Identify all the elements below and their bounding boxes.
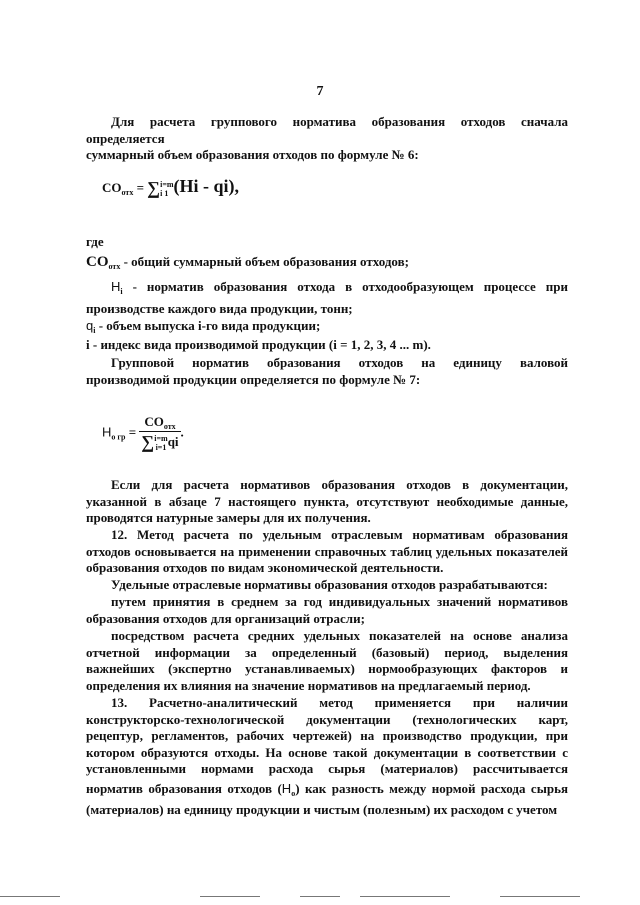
h-definition-1: - норматив образования отхода в отходообразующем процессе при <box>122 279 568 294</box>
intro-paragraph <box>86 114 568 164</box>
text-line: образования отходов по видам экономической деятельности. <box>86 560 444 575</box>
text-line: 12. Метод расчета по удельным отраслевым нормативам образования <box>111 527 568 542</box>
footer-rule <box>300 896 340 897</box>
co-sub: отх <box>108 262 121 271</box>
footer-rule <box>360 896 450 897</box>
text-line: важнейших (экспертно устанавливаемых) нормообразующих факторов и <box>86 661 568 676</box>
text-line: отчетной информации за определенный (базовый) период, выделения <box>86 644 568 660</box>
text-line: установленными нормами расхода сырья (материалов) рассчитывается <box>86 761 568 776</box>
formula-7-lower: i=1 <box>155 443 167 453</box>
text-line: 13. Расчетно-аналитический метод применяется при наличии <box>111 695 568 710</box>
q-symbol: q <box>86 318 94 333</box>
formula-7-lhs: H <box>102 424 112 440</box>
text-line: суммарный объем образования отходов по формуле № 6: <box>86 147 419 162</box>
method-averaging-paragraph <box>86 594 568 627</box>
formula-7-eq: = <box>128 424 137 440</box>
text-line: отходов основывается на применении справочных таблиц удельных показателей <box>86 543 568 559</box>
fraction-numerator-sub: отх <box>163 422 176 431</box>
text-line: посредством расчета средних удельных показателей на основе анализа <box>111 628 568 643</box>
formula-6-lhs-sub: отх <box>121 188 134 197</box>
formula-6-body: (Hi - qi), <box>173 176 240 196</box>
text-line: указанной в абзаце 7 настоящего пункта, отсутствуют необходимые данные, <box>86 493 568 509</box>
text-line: котором образуются отходы. На основе такой документации в соответствии с <box>86 744 568 760</box>
text-line: рецептур, регламентов, рабочих чертежей) на производство продукции, при <box>86 728 568 743</box>
where-label <box>86 234 568 251</box>
formula-6-lower: i 1 <box>160 189 169 199</box>
section-12-paragraph <box>86 527 568 577</box>
group-norm-paragraph <box>86 355 568 388</box>
text-line: Удельные отраслевые нормативы образования отходов разрабатываются: <box>111 577 548 592</box>
norms-developed-paragraph <box>86 577 568 594</box>
h-symbol: H <box>111 279 121 294</box>
footer-rule <box>0 896 60 897</box>
text-line: путем принятия в среднем за год индивидуальных значений нормативов <box>111 594 568 609</box>
text-line: определения их влияния на значение нормативов на предлагаемый период. <box>86 677 531 693</box>
text-line: Групповой норматив образования отходов на единицу валовой <box>111 355 568 370</box>
co-definition: - общий суммарный объем образования отходов; <box>120 254 409 269</box>
h-sub: i <box>120 287 123 296</box>
text-line: (материалов) на единицу продукции и чистым (полезным) их расходом с учетом <box>86 802 558 817</box>
text-line: проводятся натурные замеры для их получения. <box>86 510 371 525</box>
text-line: производимой продукции определяется по формуле № 7: <box>86 371 421 387</box>
formula-6-eq: = <box>136 180 144 195</box>
q-sub: i <box>93 326 96 335</box>
text-line: i - индекс вида производимой продукции (i = 1, 2, 3, 4 ... m). <box>86 337 431 352</box>
text-line: производстве каждого вида продукции, тонн; <box>86 300 353 316</box>
formula-7 <box>102 414 184 453</box>
footer-rule <box>500 896 580 897</box>
text-line: образования отходов для организаций отрасли; <box>86 610 365 626</box>
h-zero-symbol: H <box>281 780 292 796</box>
formula-6-upper: i=m <box>160 180 174 190</box>
fraction-denominator-body: qi <box>167 434 179 449</box>
text-line: конструкторско-технологической документации (технологических карт, <box>86 711 568 727</box>
footer-rule <box>200 896 260 897</box>
text-fragment: норматив образования отходов ( <box>86 780 282 796</box>
formula-7-tail: . <box>180 424 184 440</box>
text-line: где <box>86 234 104 249</box>
text-fragment: ) как разность между нормой расхода сырья <box>295 780 568 796</box>
definition-h <box>86 279 568 317</box>
co-symbol: CO <box>86 254 109 270</box>
formula-7-lhs-sub: о гр <box>111 432 126 442</box>
h-zero-sub: о <box>291 788 296 798</box>
formula-6-lhs: CO <box>102 180 122 195</box>
sigma-symbol: ∑ <box>141 432 155 452</box>
formula-6 <box>102 176 239 199</box>
section-13-paragraph <box>86 695 568 819</box>
method-analysis-paragraph <box>86 628 568 694</box>
measurement-paragraph <box>86 477 568 527</box>
page-number: 7 <box>316 84 324 99</box>
definition-i <box>86 337 568 354</box>
sigma-symbol: ∑ <box>147 178 161 198</box>
fraction-numerator: CO <box>144 414 164 429</box>
formula-7-upper: i=m <box>154 434 168 444</box>
formula-7-fraction <box>139 414 180 453</box>
q-definition: - объем выпуска i-го вида продукции; <box>95 318 321 333</box>
text-line: Для расчета группового норматива образования отходов сначала определяется <box>86 114 568 146</box>
text-line: Если для расчета нормативов образования отходов в документации, <box>111 477 568 492</box>
definition-co <box>86 254 568 276</box>
